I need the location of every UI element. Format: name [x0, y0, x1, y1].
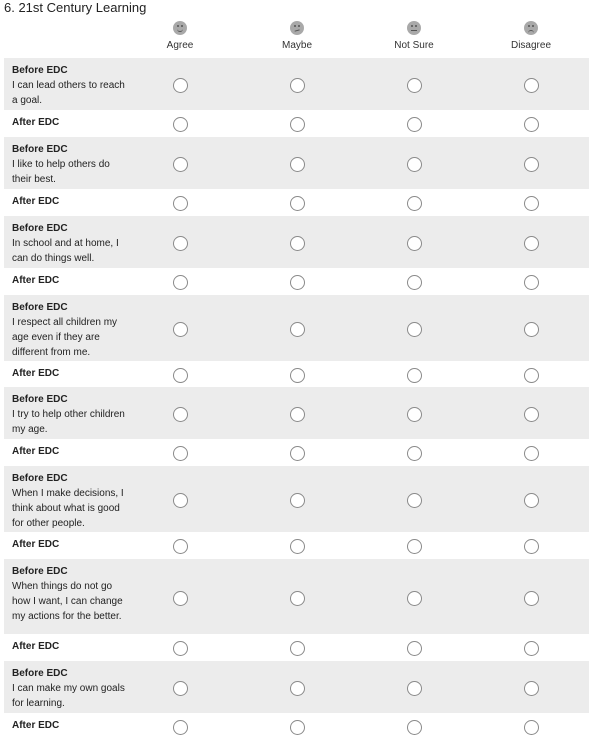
after-radio-not-sure[interactable] — [407, 196, 422, 211]
statement-text: When things do not go how I want, I can change my actions for the better. — [12, 581, 123, 622]
before-radio-agree[interactable] — [173, 407, 188, 422]
before-radio-maybe[interactable] — [290, 236, 305, 251]
before-radio-not-sure[interactable] — [407, 407, 422, 422]
before-radio-not-sure[interactable] — [407, 236, 422, 251]
after-row-text — [12, 366, 130, 381]
after-radio-maybe[interactable] — [290, 720, 305, 735]
statement-text: In school and at home, I can do things well. — [12, 238, 119, 264]
after-radio-not-sure[interactable] — [407, 720, 422, 735]
after-row-text — [12, 444, 130, 459]
after-radio-agree[interactable] — [173, 446, 188, 461]
after-radio-disagree[interactable] — [524, 275, 539, 290]
before-radio-agree[interactable] — [173, 681, 188, 696]
after-label: After EDC — [12, 641, 60, 652]
before-radio-disagree[interactable] — [524, 322, 539, 337]
after-radio-disagree[interactable] — [524, 446, 539, 461]
before-label: Before EDC — [12, 668, 68, 679]
before-row-text — [12, 221, 130, 266]
before-radio-not-sure[interactable] — [407, 591, 422, 606]
before-radio-agree[interactable] — [173, 157, 188, 172]
after-radio-not-sure[interactable] — [407, 275, 422, 290]
after-radio-agree[interactable] — [173, 368, 188, 383]
after-radio-disagree[interactable] — [524, 196, 539, 211]
after-row — [4, 532, 589, 559]
after-radio-agree[interactable] — [173, 539, 188, 554]
after-radio-maybe[interactable] — [290, 117, 305, 132]
before-radio-agree[interactable] — [173, 591, 188, 606]
column-not-sure — [374, 20, 454, 51]
before-row — [4, 58, 589, 110]
column-header — [0, 20, 593, 56]
statement-text: I try to help other children my age. — [12, 409, 125, 435]
before-radio-maybe[interactable] — [290, 407, 305, 422]
before-radio-maybe[interactable] — [290, 681, 305, 696]
after-radio-not-sure[interactable] — [407, 368, 422, 383]
after-row — [4, 439, 589, 466]
before-radio-agree[interactable] — [173, 78, 188, 93]
before-row — [4, 559, 589, 634]
frown-face-icon — [524, 21, 538, 35]
after-row-text — [12, 194, 130, 209]
before-radio-not-sure[interactable] — [407, 78, 422, 93]
after-row — [4, 268, 589, 295]
after-radio-not-sure[interactable] — [407, 117, 422, 132]
before-radio-not-sure[interactable] — [407, 157, 422, 172]
after-radio-not-sure[interactable] — [407, 641, 422, 656]
statement-text: I can make my own goals for learning. — [12, 683, 125, 709]
before-row-text — [12, 63, 130, 108]
after-row — [4, 634, 589, 661]
after-label: After EDC — [12, 275, 60, 286]
column-disagree — [491, 20, 571, 51]
before-radio-not-sure[interactable] — [407, 493, 422, 508]
column-label-maybe: Maybe — [281, 40, 312, 51]
before-radio-maybe[interactable] — [290, 78, 305, 93]
before-row — [4, 661, 589, 713]
after-row — [4, 713, 589, 739]
statement-text: I can lead others to reach a goal. — [12, 80, 125, 106]
after-radio-maybe[interactable] — [290, 196, 305, 211]
before-label: Before EDC — [12, 144, 68, 155]
before-radio-not-sure[interactable] — [407, 322, 422, 337]
statement-text: When I make decisions, I think about what is good for other people. — [12, 488, 124, 529]
before-row-text — [12, 300, 130, 360]
thinking-face-icon — [290, 21, 304, 35]
after-label: After EDC — [12, 446, 60, 457]
before-radio-disagree[interactable] — [524, 493, 539, 508]
neutral-face-icon — [407, 21, 421, 35]
before-radio-disagree[interactable] — [524, 157, 539, 172]
before-radio-maybe[interactable] — [290, 322, 305, 337]
after-label: After EDC — [12, 117, 60, 128]
before-radio-disagree[interactable] — [524, 681, 539, 696]
after-radio-agree[interactable] — [173, 275, 188, 290]
before-row-text — [12, 392, 130, 437]
before-radio-disagree[interactable] — [524, 78, 539, 93]
before-label: Before EDC — [12, 566, 68, 577]
after-radio-agree[interactable] — [173, 117, 188, 132]
after-row — [4, 110, 589, 137]
column-label-agree: Agree — [166, 40, 194, 51]
after-radio-maybe[interactable] — [290, 539, 305, 554]
before-row — [4, 137, 589, 189]
after-row-text — [12, 273, 130, 288]
after-row-text — [12, 639, 130, 654]
after-radio-disagree[interactable] — [524, 641, 539, 656]
after-radio-agree[interactable] — [173, 196, 188, 211]
before-radio-not-sure[interactable] — [407, 681, 422, 696]
before-row-text — [12, 142, 130, 187]
after-radio-maybe[interactable] — [290, 641, 305, 656]
column-maybe — [257, 20, 337, 51]
after-row-text — [12, 718, 130, 733]
before-radio-maybe[interactable] — [290, 493, 305, 508]
after-radio-agree[interactable] — [173, 641, 188, 656]
after-radio-maybe[interactable] — [290, 446, 305, 461]
after-radio-disagree[interactable] — [524, 539, 539, 554]
before-radio-maybe[interactable] — [290, 591, 305, 606]
before-radio-maybe[interactable] — [290, 157, 305, 172]
statement-text: I like to help others do their best. — [12, 159, 110, 185]
before-radio-disagree[interactable] — [524, 236, 539, 251]
after-radio-disagree[interactable] — [524, 117, 539, 132]
before-row — [4, 295, 589, 361]
before-radio-agree[interactable] — [173, 493, 188, 508]
after-label: After EDC — [12, 539, 60, 550]
before-row — [4, 216, 589, 268]
before-label: Before EDC — [12, 394, 68, 405]
before-row-text — [12, 666, 130, 711]
before-radio-agree[interactable] — [173, 236, 188, 251]
before-row-text — [12, 471, 130, 531]
before-row — [4, 387, 589, 439]
after-row-text — [12, 537, 130, 552]
before-radio-disagree[interactable] — [524, 407, 539, 422]
before-label: Before EDC — [12, 65, 68, 76]
after-radio-maybe[interactable] — [290, 275, 305, 290]
smile-face-icon — [173, 21, 187, 35]
before-row — [4, 466, 589, 532]
column-label-not-sure: Not Sure — [394, 40, 434, 51]
before-label: Before EDC — [12, 302, 68, 313]
after-radio-disagree[interactable] — [524, 720, 539, 735]
before-row-text — [12, 564, 130, 624]
before-label: Before EDC — [12, 223, 68, 234]
after-row — [4, 189, 589, 216]
column-agree — [140, 20, 220, 51]
after-radio-maybe[interactable] — [290, 368, 305, 383]
after-radio-disagree[interactable] — [524, 368, 539, 383]
after-label: After EDC — [12, 368, 60, 379]
after-label: After EDC — [12, 196, 60, 207]
question-title: 6. 21st Century Learning — [4, 0, 147, 15]
column-label-disagree: Disagree — [510, 40, 552, 51]
after-radio-not-sure[interactable] — [407, 446, 422, 461]
before-label: Before EDC — [12, 473, 68, 484]
after-radio-not-sure[interactable] — [407, 539, 422, 554]
after-label: After EDC — [12, 720, 60, 731]
after-row-text — [12, 115, 130, 130]
after-row — [4, 361, 589, 387]
statement-text: I respect all children my age even if they are different from me. — [12, 317, 118, 358]
before-radio-disagree[interactable] — [524, 591, 539, 606]
before-radio-agree[interactable] — [173, 322, 188, 337]
after-radio-agree[interactable] — [173, 720, 188, 735]
